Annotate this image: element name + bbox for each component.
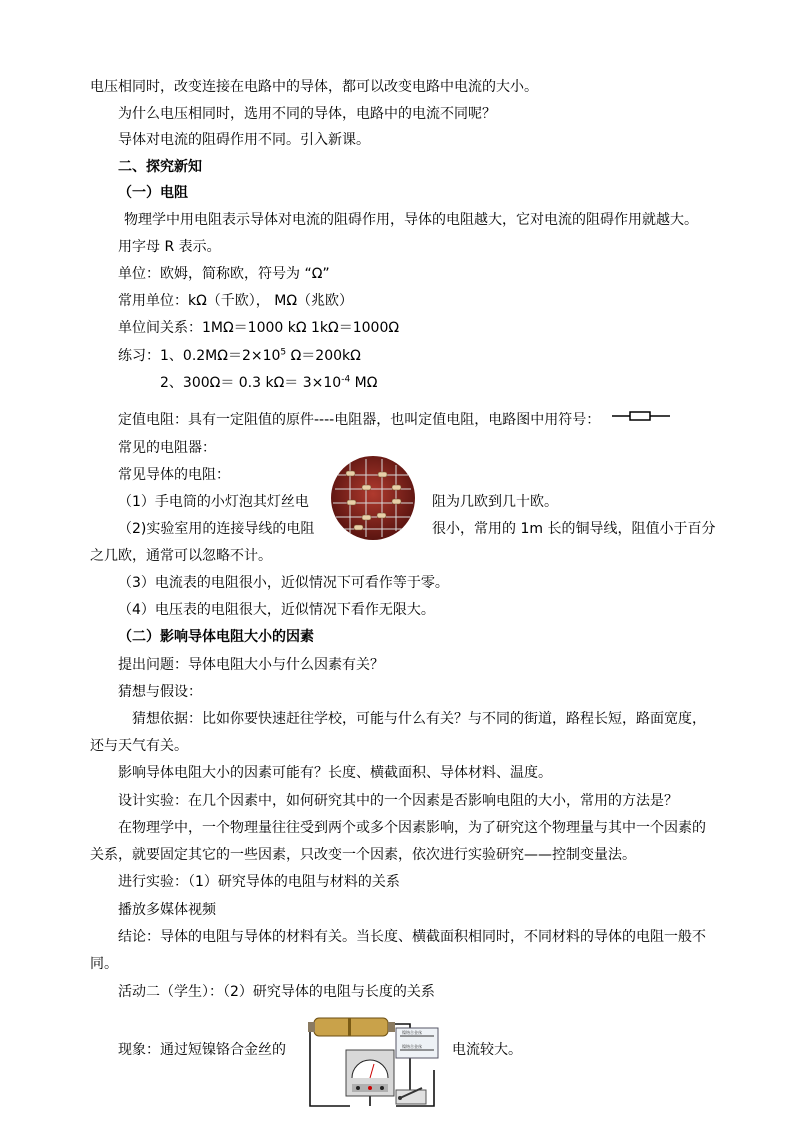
text-line: （3）电流表的电阻很小，近似情况下可看作等于零。 [118,575,449,591]
circuit-diagram [300,1010,440,1123]
text-line: 物理学中用电阻表示导体对电流的阻碍作用，导体的电阻越大，它对电流的阻碍作用就越大。 [124,212,698,228]
text-line: 电流较大。 [452,1042,522,1058]
section-heading: 二、探究新知 [118,159,202,175]
svg-text:镍铬合金丝: 镍铬合金丝 [402,1030,422,1035]
text-line: 很小，常用的 1m 长的铜导线，阻值小于百分 [432,521,716,537]
text-line: 为什么电压相同时，选用不同的导体，电路中的电流不同呢？ [118,106,496,122]
text-line: 进行实验：（1）研究导体的电阻与材料的关系 [118,874,400,890]
svg-text:镍铬合金丝: 镍铬合金丝 [402,1044,422,1049]
resistor-symbol-icon [612,410,670,422]
text-line: 单位：欧姆，简称欧，符号为 “Ω” [118,266,330,282]
battery-icon [308,1018,395,1036]
text-line: 阻为几欧到几十欧。 [432,494,558,510]
subsection-heading: （一）电阻 [118,185,188,201]
text-line: 还与天气有关。 [90,738,188,754]
text-line: （4）电压表的电阻很大，近似情况下看作无限大。 [118,602,435,618]
text-line: 常用单位：kΩ（千欧）， MΩ（兆欧） [118,293,354,309]
switch-icon [396,1088,426,1104]
text-line: 猜想依据：比如你要快速赶往学校，可能与什么有关？与不同的街道，路程长短，路面宽度， [132,711,706,727]
text-line: 常见的电阻器： [118,440,216,456]
wire-board [396,1028,438,1058]
text-line: 活动二（学生）：（2）研究导体的电阻与长度的关系 [118,984,435,1000]
text-line: 电压相同时，改变连接在电路中的导体，都可以改变电路中电流的大小。 [90,79,538,95]
text-line: （1）手电筒的小灯泡其灯丝电 [118,494,309,510]
text-line: 单位间关系：1MΩ＝1000 kΩ 1kΩ＝1000Ω [118,320,400,336]
text-line: 之几欧，通常可以忽略不计。 [90,548,272,564]
text-line: 设计实验：在几个因素中，如何研究其中的一个因素是否影响电阻的大小，常用的方法是？ [118,793,678,809]
text-line: 猜想与假设： [118,684,202,700]
text-line: 同。 [90,956,118,972]
text-line: 影响导体电阻大小的因素可能有？长度、横截面积、导体材料、温度。 [118,765,552,781]
text-line: 常见导体的电阻： [118,467,230,483]
text-line: 关系，就要固定其它的一些因素，只改变一个因素，依次进行实验研究——控制变量法。 [90,847,636,863]
exercise-line-2: 2、300Ω＝ 0.3 $k\Omega= 3\times 10^{-4}$ MΩ [160,374,378,391]
text-line: （2)实验室用的连接导线的电阻 [118,521,315,537]
text-line: 结论：导体的电阻与导体的材料有关。当长度、横截面积相同时，不同材料的导体的电阻一般不 [118,929,706,945]
text-line: 导体对电流的阻碍作用不同。引入新课。 [118,132,370,148]
text-line: 提出问题：导体电阻大小与什么因素有关？ [118,657,384,673]
text-line: 现象：通过短镍铬合金丝的 [118,1042,286,1058]
text-line: 在物理学中，一个物理量往往受到两个或多个因素影响，为了研究这个物理量与其中一个因素的 [118,820,706,836]
text-line: 定值电阻：具有一定阻值的原件----电阻器，也叫定值电阻，电路图中用符号： [118,412,601,428]
text-line: 用字母 R 表示。 [118,239,221,255]
resistor-photo [330,455,416,541]
text-line: 播放多媒体视频 [118,902,216,918]
exercise-line-1: 练习：1、$0.2M\Omega=2\times 10^5$ Ω＝200kΩ [118,347,361,364]
ammeter-icon [346,1050,394,1096]
subsection-heading: （二）影响导体电阻大小的因素 [118,629,314,645]
